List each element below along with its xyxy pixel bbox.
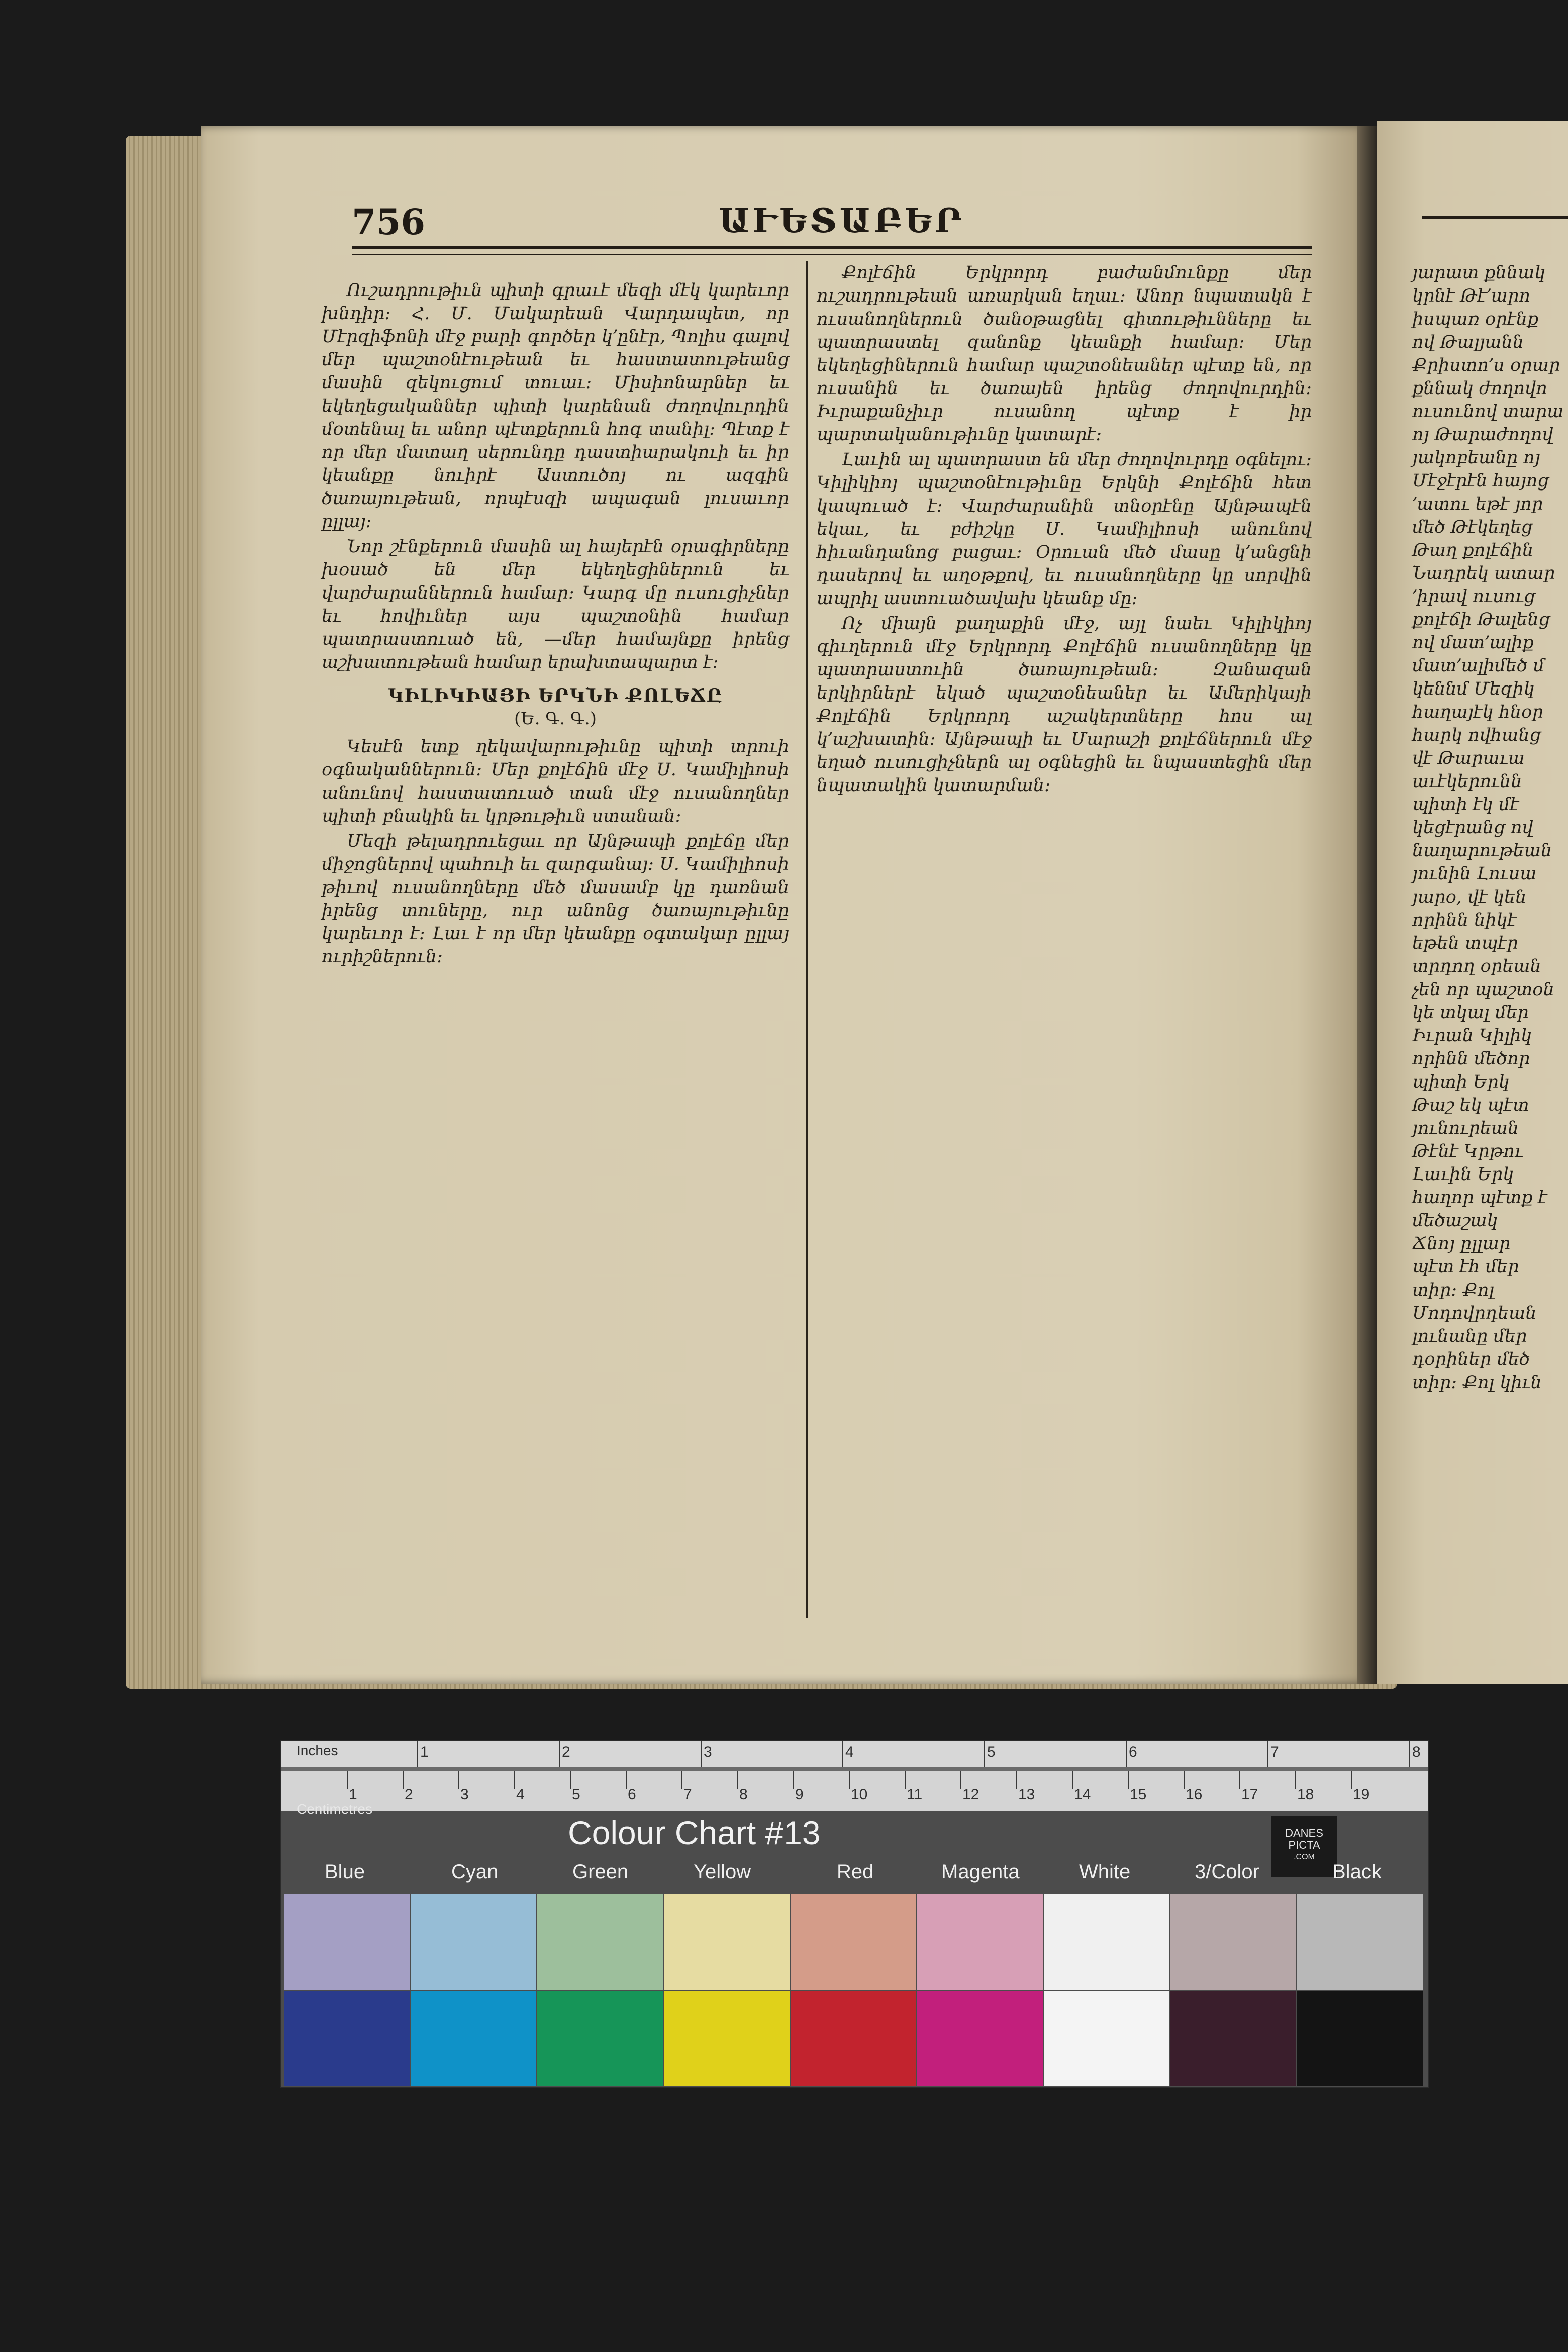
inch-tick: [1409, 1741, 1410, 1767]
right-page-line: իսպառ օրէնք: [1412, 309, 1539, 329]
right-page-line: Նադրեկ ատար: [1412, 563, 1555, 583]
swatch-light-green: [537, 1894, 663, 1990]
inch-tick: [842, 1741, 843, 1767]
header-rule: [352, 246, 1312, 249]
page-number: 756: [352, 201, 426, 243]
right-page-line: յունին Լուսա: [1412, 864, 1537, 884]
right-page-line: Թէնէ Կրթու: [1412, 1141, 1523, 1161]
ruler: [281, 1741, 1428, 1817]
section-author: (Ե. Գ. Գ.): [514, 709, 597, 729]
cm-tick-label: 15: [1130, 1786, 1147, 1803]
swatch-light-magenta: [917, 1894, 1043, 1990]
cm-tick-label: 12: [962, 1786, 979, 1803]
ruler-label-centimetres: Centimetres: [297, 1801, 372, 1817]
inch-tick-label: 6: [1129, 1744, 1137, 1760]
right-page-line: կեցէրանց ով: [1412, 818, 1533, 838]
inch-tick-label: 3: [704, 1744, 712, 1760]
right-page-line: լունանը մեր: [1412, 1326, 1527, 1346]
right-page-line: մեծաշակ: [1412, 1211, 1498, 1231]
cm-tick-label: 10: [851, 1786, 868, 1803]
right-page-line: նաղարութեան: [1412, 841, 1552, 861]
logo-line: DANES: [1285, 1827, 1323, 1839]
right-page-line: կե տկալ մեր: [1412, 1003, 1529, 1023]
right-page: [1377, 121, 1568, 1684]
inch-tick: [559, 1741, 560, 1767]
cm-tick-label: 7: [683, 1786, 692, 1803]
cm-tick: [793, 1771, 794, 1789]
right-text-column: [817, 261, 1312, 797]
swatch-label: Yellow: [694, 1860, 751, 1883]
paragraph: Ոչ միայն քաղաքին մէջ, այլ նաեւ Կիլիկիոյ գիւղերուն մէջ Երկրորդ Քոլէճին ուսանողները կը պատրաստուին ծառայութեան։ Զանազան երկիրներէ եկած պաշտօնեաներ եւ Ամերիկայի Քոլէճին Երկրորդ աշակերտները հոս ալ կ՚աշխատին։ Այնթապի եւ Մարաշի քոլէճներուն մէջ եղած ուսուցիչներն ալ օգնեցին եւ նպաստեցին մեր նպատակին կատարման։: [817, 614, 1312, 796]
swatch-dark-yellow: [664, 1991, 790, 2086]
swatch-dark-white: [1044, 1991, 1169, 2086]
swatch-dark-cyan: [411, 1991, 536, 2086]
paragraph: Լաւին ալ պատրաստ են մեր ժողովուրդը օգնելու։ Կիլիկիոյ պաշտօնէութիւնը Երկնի Քոլէճին հետ կապուած է։ Վարժարանին տնօրէնը Այնթապէն եկաւ, եւ բժիշկը Ս. Կամիլիոսի անունով հիւանդանոց բացաւ։ Օրուան մեծ մասը կ՚անցնի դասերով եւ աղօթքով, եւ ուսանողները կը սորվին ապրիլ աստուածավախ կեանք մը։: [817, 450, 1312, 609]
cm-tick: [960, 1771, 961, 1789]
paragraph: Նոր շէնքերուն մասին ալ հայերէն օրագիրները խօսած են մեր եկեղեցիներուն եւ վարժարաններուն համար։ Կարգ մը ուսուցիչներ եւ հովիւներ այս պաշտօնին համար պատրաստուած են, —մեր համայնքը իրենց աշխատութեան համար երախտապարտ է։: [322, 537, 789, 672]
swatch-label: White: [1079, 1860, 1131, 1883]
swatch-dark-black: [1297, 1991, 1423, 2086]
right-page-line: Իւրան Կիլիկ: [1412, 1026, 1532, 1046]
right-page-line: յակոբեանը ոյ: [1412, 448, 1540, 468]
cm-tick-label: 3: [460, 1786, 469, 1803]
right-page-line: ուսունով տարա: [1412, 402, 1564, 422]
column-divider: [806, 261, 808, 1618]
inch-tick: [701, 1741, 702, 1767]
paragraph: Ուշադրութիւն պիտի գրաւէ մեզի մէկ կարեւոր խնդիր։ Հ. Մ. Մակարեան Վարդապետ, որ Մէրզիֆոնի մէջ բարի գործեր կ՚ընէր, Պոլիս գալով մեր պաշտօնէութեան եւ հաստատութեանց մասին զեկուցում տուաւ։ Միսիոնարներ եւ եկեղեցականներ պիտի կարենան ժողովուրդին մօտենալ եւ անոր պէտքերուն հոգ տանիլ։ Պէտք է որ մեր մատաղ սերունդը դաստիարակուի եւ իր կեանքը նուիրէ Աստուծոյ ու ազգին ծառայութեան, որպէսզի ապագան լուսաւոր ըլլայ։: [322, 280, 789, 532]
inch-tick-label: 5: [987, 1744, 996, 1760]
cm-tick: [905, 1771, 906, 1789]
right-page-line: Ճնոյ ըլլար: [1412, 1234, 1511, 1254]
cm-tick-label: 16: [1186, 1786, 1203, 1803]
cm-tick: [849, 1771, 850, 1789]
page-header: [352, 201, 1312, 251]
cm-tick: [1128, 1771, 1129, 1789]
right-page-line: Լաւին Երկ: [1412, 1164, 1514, 1185]
left-text-column: [322, 279, 789, 968]
swatch-light-black: [1297, 1894, 1423, 1990]
right-page-line: դօրիներ մեծ: [1412, 1349, 1530, 1369]
right-page-line: եթեն տպէր: [1412, 933, 1518, 953]
running-head: ԱՒԵՏԱԲԵՐ: [719, 201, 965, 240]
paragraph: Քոլէճին Երկրորդ բաժանմունքը մեր ուշադրութեան առարկան եղաւ։ Անոր նպատակն է ուսանողներուն ծանօթացնել գիտութիւնները եւ պատրաստել զանոնք կեանքի համար։ Մեր եկեղեցիներուն համար պաշտօնեաներ պէտք են, որ ուսանին եւ ծառայեն իրենց ժողովուրդին։ Իւրաքանչիւր ուսանող պէտք է իր պարտականութիւնը կատարէ։: [817, 263, 1312, 445]
swatch-label: Blue: [325, 1860, 365, 1883]
section-heading: ԿԻԼԻԿԻԱՅԻ ԵՐԿՆԻ ՔՈԼԵՃԸ: [388, 685, 723, 706]
cm-tick: [347, 1771, 348, 1789]
swatch-label: Magenta: [941, 1860, 1020, 1883]
right-page-line: ՚իրավ ուսուց: [1412, 586, 1535, 607]
swatch-label: 3/Color: [1195, 1860, 1259, 1883]
right-page-line: կրնէ Թէ՚արո: [1412, 286, 1531, 306]
right-page-line: Մոդովրդեան: [1412, 1303, 1537, 1323]
inch-tick-label: 7: [1270, 1744, 1279, 1760]
inch-tick-label: 4: [845, 1744, 854, 1760]
right-page-line: հաղայէկ հնօր: [1412, 702, 1544, 722]
swatch-label: Cyan: [451, 1860, 499, 1883]
inch-tick: [1126, 1741, 1127, 1767]
swatch-light-cyan: [411, 1894, 536, 1990]
inch-tick: [1267, 1741, 1268, 1767]
cm-tick: [1351, 1771, 1352, 1789]
right-page-line: յունուրեան: [1412, 1118, 1519, 1138]
swatch-dark-3-color: [1170, 1991, 1296, 2086]
right-page-line: Թաղ քոլէճին: [1412, 540, 1534, 560]
right-page-line: Մէջէրէն հայոց: [1412, 471, 1549, 491]
right-page-line: ՚ատու եթէ յոր: [1412, 494, 1543, 514]
book-gutter: [1357, 126, 1377, 1684]
right-page-line: տիր։ Քոլ կիւն: [1412, 1373, 1542, 1393]
cm-tick: [514, 1771, 515, 1789]
swatch-label: Black: [1332, 1860, 1382, 1883]
right-page-line: հաղոր պէտք է: [1412, 1188, 1547, 1208]
right-page-line: որինն նիկէ: [1412, 910, 1517, 930]
right-page-line: ոյ Թարաժողով: [1412, 425, 1553, 445]
paragraph: Մեզի թելադրուեցաւ որ Այնթապի քոլէճը մեր միջոցներով պահուի եւ զարգանայ։ Ս. Կամիլիոսի թիւով ուսանողները մեծ մասամբ կը դառնան իրենց տուները, ուր անոնց ծառայութիւնը կարեւոր է։ Լաւ է որ մեր կեանքը օգտակար ըլլայ ուրիշներուն։: [322, 831, 789, 967]
inch-tick: [417, 1741, 418, 1767]
right-page-line: պիտի Երկ: [1412, 1072, 1510, 1092]
cm-tick: [1295, 1771, 1296, 1789]
cm-tick-label: 4: [516, 1786, 525, 1803]
right-page-line: քննակ ժողովո: [1412, 378, 1547, 399]
right-page-line: տիր։ Քոլ: [1412, 1280, 1495, 1300]
right-page-text: [1412, 261, 1568, 1394]
swatch-light-blue: [284, 1894, 410, 1990]
cm-tick: [1072, 1771, 1073, 1789]
right-page-line: յարատ քննակ: [1412, 263, 1546, 283]
colour-chart-title: Colour Chart #13: [568, 1814, 821, 1851]
cm-tick-label: 13: [1018, 1786, 1035, 1803]
right-page-line: ով Թալյանն: [1412, 332, 1524, 352]
swatch-dark-magenta: [917, 1991, 1043, 2086]
colour-chart: [280, 1740, 1429, 2088]
inch-tick-label: 2: [562, 1744, 570, 1760]
right-page-line: մատ՚ալիմեծ մ: [1412, 656, 1545, 676]
cm-tick-label: 8: [739, 1786, 748, 1803]
swatch-light-3-color: [1170, 1894, 1296, 1990]
right-page-line: չեն որ պաշտօն: [1412, 979, 1554, 1000]
right-page-line: կեննմ Մեզիկ: [1412, 679, 1535, 699]
cm-tick: [403, 1771, 404, 1789]
right-page-line: վէ Թարաւա: [1412, 748, 1525, 768]
right-page-line: Թաշ եկ պէտ: [1412, 1095, 1529, 1115]
cm-tick-label: 18: [1297, 1786, 1314, 1803]
cm-tick-label: 11: [907, 1786, 923, 1803]
cm-tick-label: 19: [1353, 1786, 1370, 1803]
logo-line: PICTA: [1288, 1839, 1320, 1851]
cm-tick-label: 5: [572, 1786, 580, 1803]
cm-tick-label: 17: [1241, 1786, 1258, 1803]
right-page-line: պէտ էհ մեր: [1412, 1257, 1519, 1277]
right-page-line: հարկ ովհանց: [1412, 725, 1541, 745]
right-page-line: որինն մեծոր: [1412, 1049, 1530, 1069]
cm-tick-label: 14: [1074, 1786, 1091, 1803]
cm-tick: [570, 1771, 571, 1789]
cm-tick-label: 6: [628, 1786, 636, 1803]
cm-tick: [626, 1771, 627, 1789]
cm-tick: [681, 1771, 682, 1789]
right-page-rule: [1422, 216, 1568, 219]
right-page-line: քոլէճի Թալենց: [1412, 610, 1550, 630]
swatch-label: Green: [572, 1860, 629, 1883]
swatch-dark-green: [537, 1991, 663, 2086]
swatch-light-white: [1044, 1894, 1169, 1990]
right-page-line: ով մատ՚ալիք: [1412, 633, 1534, 653]
right-page-line: պիտի էկ մէ: [1412, 795, 1519, 815]
cm-tick: [1184, 1771, 1185, 1789]
right-page-line: տրդող օրեան: [1412, 956, 1541, 976]
swatch-dark-red: [791, 1991, 916, 2086]
swatch-light-yellow: [664, 1894, 790, 1990]
inch-tick: [984, 1741, 985, 1767]
danes-picta-logo: [1271, 1816, 1337, 1877]
swatch-light-red: [791, 1894, 916, 1990]
cm-tick: [1239, 1771, 1240, 1789]
cm-tick-label: 9: [795, 1786, 804, 1803]
swatch-dark-blue: [284, 1991, 410, 2086]
cm-tick-label: 1: [349, 1786, 357, 1803]
right-page-line: յարօ, վէ կեն: [1412, 887, 1527, 907]
right-page-line: աւէկերունն: [1412, 771, 1522, 792]
inch-tick-label: 8: [1412, 1744, 1421, 1760]
right-page-line: Քրիստո՚ս օրար: [1412, 355, 1560, 375]
inch-tick-label: 1: [420, 1744, 429, 1760]
paragraph: Կեսէն ետք ղեկավարութիւնը պիտի տրուի օգնականներուն։ Մեր քոլէճին մէջ Ս. Կամիլիոսի անունով հաստատուած տան մէջ ուսանողներ պիտի բնակին եւ կրթութիւն ստանան։: [322, 737, 789, 826]
cm-tick-label: 2: [405, 1786, 413, 1803]
ruler-label-inches: Inches: [297, 1743, 338, 1758]
right-page-line: մեծ Թէկեղեց: [1412, 517, 1533, 537]
cm-tick: [1016, 1771, 1017, 1789]
cm-tick: [458, 1771, 459, 1789]
cm-tick: [737, 1771, 738, 1789]
header-rule-thin: [352, 254, 1312, 255]
logo-line: .COM: [1294, 1853, 1315, 1861]
swatch-label: Red: [837, 1860, 874, 1883]
